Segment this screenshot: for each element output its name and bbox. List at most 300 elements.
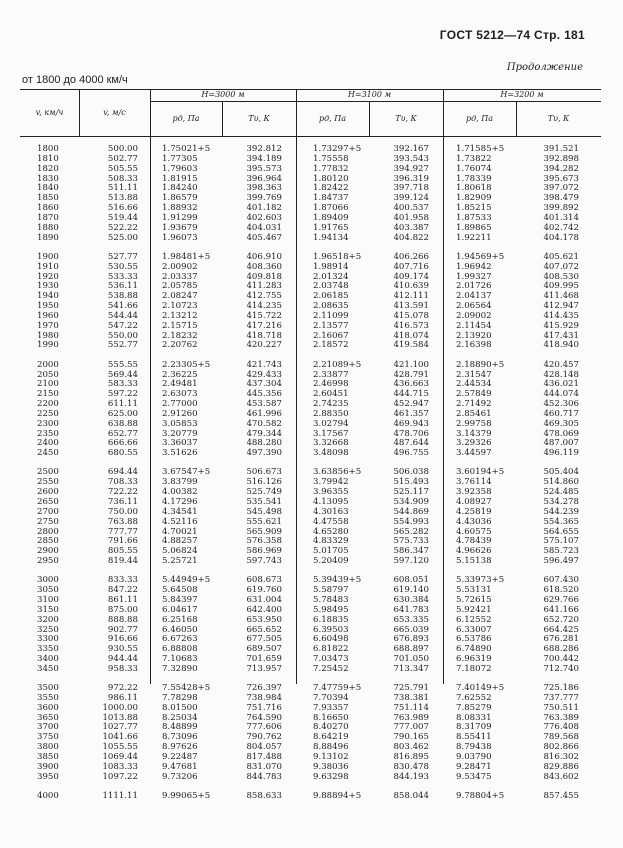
- cell-pressure-3200: 6.53786: [456, 634, 492, 645]
- header-temp-3200: Tυ, К: [547, 114, 570, 123]
- cell-temp-3000: 394.189: [246, 153, 282, 164]
- cell-temp-3000: 831.070: [246, 761, 282, 772]
- cell-temp-3200: 676.281: [543, 634, 579, 645]
- cell-temp-3200: 524.485: [543, 487, 579, 498]
- cell-temp-3100: 653.335: [393, 614, 429, 625]
- cell-pressure-3000: 2.03337: [162, 271, 198, 282]
- cell-speed-ms: 958.33: [107, 663, 138, 674]
- cell-speed-ms: 694.44: [107, 467, 138, 478]
- cell-pressure-3100: 2.11099: [313, 310, 349, 321]
- cell-pressure-3200: 7.40149+5: [456, 683, 505, 693]
- cell-temp-3100: 413.591: [393, 301, 429, 312]
- cell-pressure-3000: 1.79603: [162, 163, 198, 174]
- cell-pressure-3200: 1.99327: [456, 271, 492, 282]
- cell-pressure-3200: 2.31547: [456, 369, 492, 380]
- cell-pressure-3000: 3.51626: [162, 448, 198, 459]
- cell-speed-ms: 861.11: [107, 594, 138, 605]
- cell-pressure-3200: 4.60575: [456, 526, 492, 537]
- cell-pressure-3000: 3.05853: [162, 418, 198, 429]
- cell-temp-3100: 478.706: [393, 428, 429, 439]
- cell-speed-ms: 611.11: [107, 399, 138, 409]
- cell-temp-3200: 469.305: [543, 418, 579, 429]
- cell-speed-kmh: 3900: [37, 761, 59, 772]
- cell-temp-3200: 405.621: [543, 251, 579, 262]
- cell-temp-3100: 407.716: [393, 261, 429, 272]
- cell-pressure-3000: 4.17296: [162, 496, 198, 507]
- cell-temp-3000: 844.783: [246, 771, 282, 782]
- cell-temp-3200: 763.389: [543, 712, 579, 723]
- cell-speed-ms: 652.77: [107, 428, 138, 439]
- cell-pressure-3000: 5.84397: [162, 594, 198, 605]
- cell-temp-3100: 404.822: [393, 232, 429, 243]
- cell-pressure-3100: 4.30163: [313, 506, 349, 517]
- cell-pressure-3000: 2.36225: [162, 369, 198, 380]
- cell-speed-kmh: 3450: [37, 663, 59, 674]
- cell-temp-3000: 576.358: [246, 536, 282, 547]
- cell-speed-kmh: 3650: [37, 712, 59, 723]
- cell-temp-3200: 544.239: [543, 506, 579, 517]
- cell-temp-3100: 830.478: [393, 761, 429, 772]
- cell-temp-3100: 608.051: [393, 575, 429, 586]
- cell-temp-3100: 641.783: [393, 604, 429, 615]
- cell-speed-kmh: 2800: [37, 526, 59, 537]
- cell-pressure-3200: 2.09002: [456, 310, 492, 321]
- cell-pressure-3200: 3.14379: [456, 428, 492, 439]
- cell-pressure-3200: 6.74890: [456, 644, 492, 655]
- cell-temp-3100: 844.193: [393, 771, 429, 782]
- cell-pressure-3000: 2.13212: [162, 310, 198, 321]
- cell-pressure-3100: 3.48098: [313, 448, 349, 459]
- cell-speed-ms: 1097.22: [102, 771, 138, 782]
- cell-speed-kmh: 2500: [37, 467, 59, 478]
- cell-temp-3200: 487.007: [543, 438, 579, 449]
- cell-temp-3000: 406.910: [246, 251, 282, 262]
- cell-speed-ms: 1083.33: [102, 761, 138, 772]
- cell-temp-3100: 428.791: [393, 369, 429, 380]
- cell-pressure-3000: 6.46050: [162, 624, 198, 635]
- cell-speed-ms: 666.66: [107, 438, 138, 449]
- cell-pressure-3200: 1.71585+5: [456, 144, 505, 154]
- cell-speed-ms: 552.77: [107, 340, 138, 351]
- cell-pressure-3100: 5.01705: [313, 546, 349, 557]
- cell-speed-kmh: 2000: [37, 359, 59, 370]
- cell-speed-kmh: 2950: [37, 556, 59, 566]
- cell-speed-ms: 597.22: [107, 389, 138, 400]
- cell-pressure-3000: 5.25721: [162, 556, 198, 566]
- cell-speed-kmh: 1820: [37, 163, 59, 174]
- cell-pressure-3000: 2.49481: [162, 379, 198, 390]
- cell-speed-ms: 847.22: [107, 585, 138, 595]
- cell-speed-ms: 511.11: [107, 183, 138, 194]
- cell-speed-kmh: 3850: [37, 751, 59, 762]
- cell-speed-kmh: 1800: [37, 144, 59, 154]
- cell-pressure-3000: 2.10723: [162, 301, 198, 312]
- cell-pressure-3200: 1.92211: [456, 232, 492, 243]
- cell-temp-3000: 417.216: [246, 320, 282, 331]
- cell-pressure-3200: 2.04137: [456, 291, 492, 302]
- cell-pressure-3000: 8.25034: [162, 712, 198, 723]
- cell-temp-3100: 777.007: [393, 722, 429, 733]
- cell-pressure-3000: 2.15715: [162, 320, 198, 331]
- cell-speed-ms: 533.33: [107, 271, 138, 282]
- cell-pressure-3100: 2.06185: [313, 291, 349, 302]
- cell-pressure-3100: 5.78483: [313, 594, 349, 605]
- cell-temp-3000: 764.590: [246, 712, 282, 723]
- cell-temp-3200: 618.520: [543, 585, 579, 595]
- cell-pressure-3000: 1.84240: [162, 183, 198, 194]
- cell-speed-ms: 1041.66: [102, 732, 138, 743]
- cell-temp-3000: 415.722: [246, 310, 282, 321]
- cell-speed-ms: 502.77: [107, 153, 138, 164]
- cell-temp-3000: 392.812: [246, 144, 282, 154]
- cell-pressure-3100: 4.47558: [313, 516, 349, 527]
- cell-pressure-3200: 8.08331: [456, 712, 492, 723]
- cell-pressure-3000: 4.52116: [162, 516, 198, 527]
- cell-pressure-3000: 2.00902: [162, 261, 198, 272]
- cell-temp-3100: 396.319: [393, 173, 429, 184]
- cell-pressure-3100: 8.16650: [313, 712, 349, 723]
- cell-pressure-3200: 1.87533: [456, 212, 492, 223]
- cell-pressure-3200: 7.18072: [456, 663, 492, 674]
- cell-speed-ms: 527.77: [107, 251, 138, 262]
- cell-temp-3000: 411.283: [246, 281, 282, 292]
- cell-speed-kmh: 3950: [37, 771, 59, 782]
- cell-speed-ms: 708.33: [107, 477, 138, 488]
- cell-pressure-3100: 1.91765: [313, 222, 349, 233]
- cell-temp-3100: 406.266: [393, 251, 429, 262]
- cell-temp-3200: 585.723: [543, 546, 579, 557]
- cell-temp-3200: 391.521: [543, 144, 579, 154]
- cell-speed-ms: 1111.11: [102, 790, 138, 801]
- cell-speed-ms: 544.44: [107, 310, 138, 321]
- cell-pressure-3000: 1.93679: [162, 222, 198, 233]
- cell-pressure-3100: 1.84737: [313, 193, 349, 204]
- cell-pressure-3200: 1.76074: [456, 163, 492, 174]
- cell-speed-kmh: 2350: [37, 428, 59, 439]
- cell-pressure-3200: 2.13920: [456, 330, 492, 341]
- cell-speed-ms: 722.22: [107, 487, 138, 498]
- cell-pressure-3200: 2.44534: [456, 379, 492, 390]
- cell-temp-3000: 420.227: [246, 340, 282, 351]
- cell-pressure-3000: 9.22487: [162, 751, 198, 762]
- cell-speed-ms: 875.00: [107, 604, 138, 615]
- cell-temp-3000: 535.541: [246, 496, 282, 507]
- cell-temp-3000: 713.957: [246, 663, 282, 674]
- cell-temp-3200: 750.511: [543, 702, 579, 713]
- cell-pressure-3100: 8.88496: [313, 742, 349, 753]
- cell-pressure-3100: 2.46998: [313, 379, 349, 390]
- cell-pressure-3100: 2.21089+5: [313, 359, 362, 370]
- cell-temp-3100: 506.038: [393, 467, 429, 478]
- cell-temp-3000: 418.718: [246, 330, 282, 341]
- cell-temp-3100: 534.909: [393, 496, 429, 507]
- cell-temp-3000: 402.603: [246, 212, 282, 223]
- cell-temp-3100: 436.663: [393, 379, 429, 390]
- cell-temp-3100: 713.347: [393, 663, 429, 674]
- cell-temp-3100: 858.044: [393, 790, 429, 801]
- cell-speed-kmh: 1830: [37, 173, 59, 184]
- cell-speed-kmh: 2150: [37, 389, 59, 400]
- cell-pressure-3100: 5.39439+5: [313, 575, 362, 586]
- cell-pressure-3200: 6.96319: [456, 654, 492, 664]
- cell-speed-kmh: 2750: [37, 516, 59, 527]
- cell-temp-3200: 436.021: [543, 379, 579, 390]
- cell-speed-ms: 583.33: [107, 379, 138, 390]
- cell-speed-kmh: 1850: [37, 193, 59, 204]
- cell-temp-3000: 689.507: [246, 644, 282, 655]
- cell-temp-3200: 397.072: [543, 183, 579, 194]
- cell-speed-kmh: 2200: [37, 399, 59, 409]
- cell-temp-3000: 858.633: [246, 790, 282, 801]
- cell-speed-kmh: 2650: [37, 496, 59, 507]
- cell-speed-ms: 791.66: [107, 536, 138, 547]
- cell-speed-kmh: 1870: [37, 212, 59, 223]
- cell-pressure-3100: 5.20409: [313, 556, 349, 566]
- cell-temp-3000: 677.505: [246, 634, 282, 645]
- cell-pressure-3100: 1.89409: [313, 212, 349, 223]
- cell-pressure-3100: 9.13102: [313, 751, 349, 762]
- cell-pressure-3000: 1.86579: [162, 193, 198, 204]
- cell-pressure-3000: 9.73206: [162, 771, 198, 782]
- cell-temp-3100: 816.895: [393, 751, 429, 762]
- cell-pressure-3000: 1.98481+5: [162, 251, 211, 262]
- cell-temp-3000: 414.235: [246, 301, 282, 312]
- cell-pressure-3200: 1.73822: [456, 153, 492, 164]
- cell-temp-3000: 525.749: [246, 487, 282, 498]
- cell-speed-kmh: 3300: [37, 634, 59, 645]
- cell-pressure-3200: 9.53475: [456, 771, 492, 782]
- cell-pressure-3100: 1.87066: [313, 203, 349, 214]
- cell-pressure-3000: 7.32890: [162, 663, 198, 674]
- cell-pressure-3200: 3.76114: [456, 477, 492, 488]
- cell-temp-3000: 429.433: [246, 369, 282, 380]
- cell-speed-ms: 819.44: [107, 556, 138, 566]
- cell-speed-kmh: 3250: [37, 624, 59, 635]
- cell-temp-3100: 575.733: [393, 536, 429, 547]
- cell-temp-3100: 461.357: [393, 408, 429, 419]
- cell-pressure-3000: 6.04617: [162, 604, 198, 615]
- cell-pressure-3200: 1.96942: [456, 261, 492, 272]
- cell-temp-3100: 525.117: [393, 487, 429, 498]
- cell-temp-3100: 487.644: [393, 438, 429, 449]
- cell-pressure-3000: 2.08247: [162, 291, 198, 302]
- cell-pressure-3000: 1.88932: [162, 203, 198, 214]
- cell-temp-3200: 409.995: [543, 281, 579, 292]
- cell-temp-3000: 479.344: [246, 428, 282, 439]
- cell-speed-ms: 833.33: [107, 575, 138, 586]
- cell-speed-kmh: 3500: [37, 683, 59, 693]
- cell-pressure-3200: 3.44597: [456, 448, 492, 459]
- cell-temp-3000: 404.031: [246, 222, 282, 233]
- header-speed-ms: v, м/с: [103, 108, 126, 117]
- cell-pressure-3000: 7.78298: [162, 692, 198, 703]
- cell-pressure-3000: 7.55428+5: [162, 683, 211, 693]
- cell-speed-ms: 530.55: [107, 261, 138, 272]
- cell-speed-kmh: 2700: [37, 506, 59, 517]
- cell-pressure-3100: 3.17567: [313, 428, 349, 439]
- altitude-header-rule: [150, 101, 601, 102]
- cell-pressure-3000: 9.47681: [162, 761, 198, 772]
- cell-speed-kmh: 3200: [37, 614, 59, 625]
- cell-pressure-3100: 3.32668: [313, 438, 349, 449]
- cell-pressure-3100: 1.96518+5: [313, 251, 362, 262]
- cell-speed-kmh: 1980: [37, 330, 59, 341]
- speed-range-label: от 1800 до 4000 км/ч: [22, 74, 128, 86]
- cell-temp-3200: 802.866: [543, 742, 579, 753]
- cell-temp-3200: 857.455: [543, 790, 579, 801]
- cell-temp-3200: 712.740: [543, 663, 579, 674]
- cell-temp-3200: 737.777: [543, 692, 579, 703]
- cell-pressure-3200: 2.71492: [456, 399, 492, 409]
- cell-temp-3000: 412.755: [246, 291, 282, 302]
- cell-pressure-3200: 5.15138: [456, 556, 492, 566]
- cell-temp-3200: 399.892: [543, 203, 579, 214]
- cell-pressure-3000: 2.63073: [162, 389, 198, 400]
- cell-pressure-3200: 8.79438: [456, 742, 492, 753]
- cell-temp-3000: 817.488: [246, 751, 282, 762]
- cell-pressure-3100: 4.13095: [313, 496, 349, 507]
- cell-temp-3000: 453.587: [246, 399, 282, 409]
- cell-temp-3000: 405.467: [246, 232, 282, 243]
- cell-pressure-3000: 5.64508: [162, 585, 198, 595]
- cell-pressure-3200: 3.29326: [456, 438, 492, 449]
- cell-pressure-3100: 2.60451: [313, 389, 349, 400]
- cell-temp-3000: 408.360: [246, 261, 282, 272]
- cell-pressure-3000: 3.67547+5: [162, 467, 211, 478]
- header-altitude-3100: H=3100 м: [347, 90, 392, 99]
- cell-pressure-3100: 3.79942: [313, 477, 349, 488]
- cell-pressure-3100: 7.25452: [313, 663, 349, 674]
- cell-temp-3200: 417.431: [543, 330, 579, 341]
- page-header: ГОСТ 5212—74 Стр. 181: [439, 28, 585, 42]
- cell-temp-3000: 804.057: [246, 742, 282, 753]
- cell-temp-3200: 402.742: [543, 222, 579, 233]
- cell-speed-ms: 541.66: [107, 301, 138, 312]
- cell-temp-3200: 816.302: [543, 751, 579, 762]
- cell-temp-3200: 398.479: [543, 193, 579, 204]
- cell-speed-ms: 500.00: [107, 144, 138, 154]
- cell-temp-3100: 676.893: [393, 634, 429, 645]
- cell-pressure-3000: 8.48899: [162, 722, 198, 733]
- cell-pressure-3200: 1.94569+5: [456, 251, 505, 262]
- cell-speed-kmh: 2550: [37, 477, 59, 488]
- cell-temp-3200: 514.860: [543, 477, 579, 488]
- cell-temp-3000: 619.760: [246, 585, 282, 595]
- cell-speed-ms: 508.33: [107, 173, 138, 184]
- cell-pressure-3100: 1.77832: [313, 163, 349, 174]
- cell-temp-3100: 409.174: [393, 271, 429, 282]
- cell-temp-3100: 399.124: [393, 193, 429, 204]
- cell-temp-3200: 411.468: [543, 291, 579, 302]
- cell-pressure-3100: 9.38036: [313, 761, 349, 772]
- cell-temp-3100: 790.165: [393, 732, 429, 743]
- cell-temp-3000: 395.573: [246, 163, 282, 174]
- cell-pressure-3100: 1.80120: [313, 173, 349, 184]
- cell-temp-3000: 437.304: [246, 379, 282, 390]
- cell-speed-kmh: 1840: [37, 183, 59, 194]
- cell-temp-3200: 460.717: [543, 408, 579, 419]
- cell-pressure-3200: 5.92421: [456, 604, 492, 615]
- cell-speed-kmh: 1880: [37, 222, 59, 233]
- cell-speed-kmh: 3550: [37, 692, 59, 703]
- cell-temp-3000: 497.390: [246, 448, 282, 459]
- cell-pressure-3200: 1.89865: [456, 222, 492, 233]
- cell-pressure-3000: 1.91299: [162, 212, 198, 223]
- cell-speed-kmh: 1900: [37, 251, 59, 262]
- cell-pressure-3100: 2.18572: [313, 340, 349, 351]
- cell-pressure-3100: 6.39503: [313, 624, 349, 635]
- cell-speed-kmh: 2600: [37, 487, 59, 498]
- cell-speed-ms: 1027.77: [102, 722, 138, 733]
- cell-speed-ms: 536.11: [107, 281, 138, 292]
- cell-pressure-3100: 2.03748: [313, 281, 349, 292]
- cell-pressure-3000: 4.70021: [162, 526, 198, 537]
- cell-temp-3200: 412.947: [543, 301, 579, 312]
- cell-temp-3200: 418.940: [543, 340, 579, 351]
- cell-pressure-3100: 7.70394: [313, 692, 349, 703]
- cell-temp-3000: 398.363: [246, 183, 282, 194]
- cell-temp-3100: 418.074: [393, 330, 429, 341]
- cell-pressure-3100: 2.16067: [313, 330, 349, 341]
- cell-speed-ms: 777.77: [107, 526, 138, 537]
- cell-pressure-3100: 6.18835: [313, 614, 349, 625]
- cell-temp-3000: 555.621: [246, 516, 282, 527]
- cell-temp-3100: 401.958: [393, 212, 429, 223]
- cell-speed-ms: 736.11: [107, 496, 138, 507]
- cell-temp-3000: 409.818: [246, 271, 282, 282]
- cell-pressure-3000: 1.81915: [162, 173, 198, 184]
- cell-pressure-3200: 2.16398: [456, 340, 492, 351]
- cell-temp-3200: 407.072: [543, 261, 579, 272]
- cell-temp-3000: 396.964: [246, 173, 282, 184]
- cell-temp-3200: 392.898: [543, 153, 579, 164]
- cell-pressure-3100: 9.63298: [313, 771, 349, 782]
- cell-temp-3200: 641.166: [543, 604, 579, 615]
- cell-pressure-3200: 8.55411: [456, 732, 492, 743]
- cell-temp-3200: 428.148: [543, 369, 579, 380]
- cell-temp-3100: 496.755: [393, 448, 429, 459]
- header-pressure-3200: pд, Па: [465, 114, 494, 123]
- cell-temp-3000: 751.716: [246, 702, 282, 713]
- cell-pressure-3200: 4.25819: [456, 506, 492, 517]
- cell-speed-ms: 525.00: [107, 232, 138, 243]
- cell-speed-ms: 888.88: [107, 614, 138, 625]
- cell-speed-ms: 763.88: [107, 516, 138, 527]
- cell-pressure-3100: 1.73297+5: [313, 144, 362, 154]
- cell-pressure-3000: 2.91260: [162, 408, 198, 419]
- cell-speed-ms: 902.77: [107, 624, 138, 635]
- header-pressure-3100: pд, Па: [318, 114, 347, 123]
- cell-pressure-3200: 3.60194+5: [456, 467, 505, 478]
- cell-temp-3000: 726.397: [246, 683, 282, 693]
- table-header-rule: [20, 136, 601, 137]
- cell-pressure-3100: 1.94134: [313, 232, 349, 243]
- cell-temp-3000: 790.762: [246, 732, 282, 743]
- cell-speed-kmh: 1950: [37, 301, 59, 312]
- cell-temp-3000: 586.969: [246, 546, 282, 557]
- cell-temp-3000: 461.996: [246, 408, 282, 419]
- cell-pressure-3000: 7.10683: [162, 654, 198, 664]
- cell-temp-3100: 763.989: [393, 712, 429, 723]
- cell-pressure-3000: 2.20762: [162, 340, 198, 351]
- cell-speed-kmh: 1940: [37, 291, 59, 302]
- cell-temp-3100: 392.167: [393, 144, 429, 154]
- cell-speed-kmh: 2450: [37, 448, 59, 459]
- cell-temp-3100: 421.100: [393, 359, 429, 370]
- cell-temp-3200: 652.720: [543, 614, 579, 625]
- cell-speed-ms: 944.44: [107, 654, 138, 664]
- cell-pressure-3000: 8.01500: [162, 702, 198, 713]
